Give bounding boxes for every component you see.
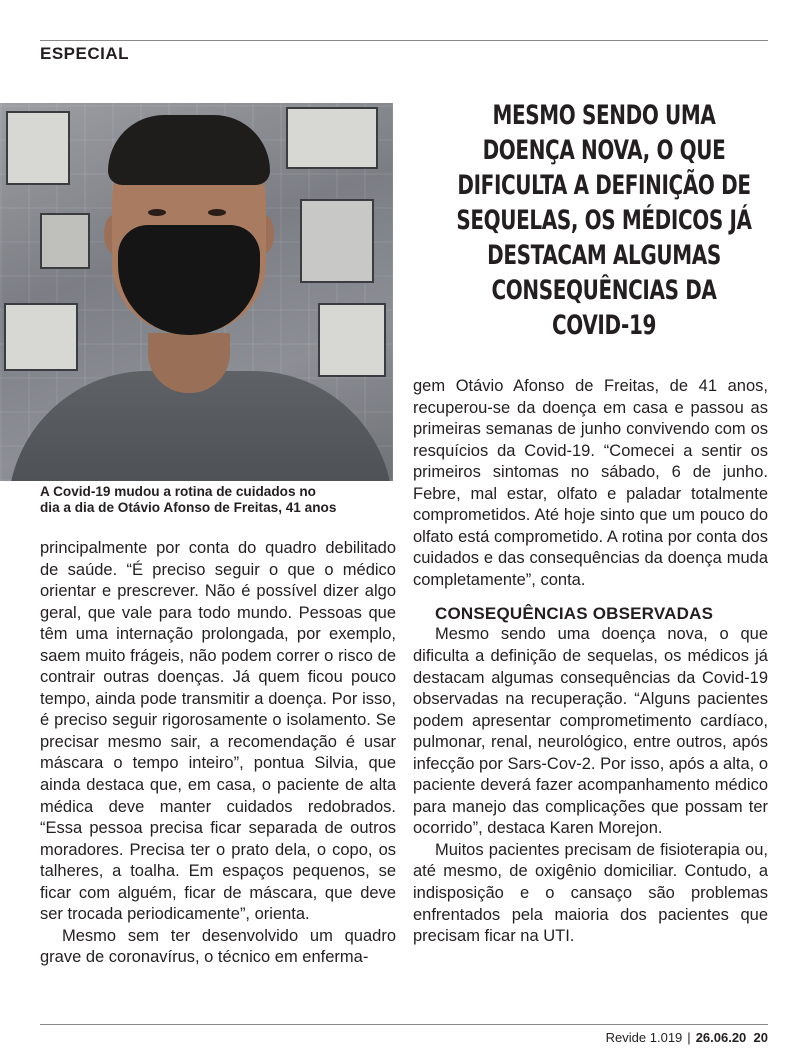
body-paragraph: Mesmo sendo uma doença nova, o que dificulta a definição de sequelas, os médicos já destacam algumas consequências da Covid-19 observadas na recuperação. “Alguns pacientes podem apresentar comprometimento cardíaco, pulmonar, renal, neurológico, entre outros, após infecção por Sars-Cov-2. Por isso, após a alta, o paciente deverá fazer acompanhamento médico para manejo das complicações que possam ter ocorrido”, destaca Karen Morejon. xyxy=(413,625,768,838)
footer-separator: | xyxy=(687,1030,691,1045)
top-rule xyxy=(40,40,768,41)
section-subheading: CONSEQUÊNCIAS OBSERVADAS xyxy=(435,604,714,624)
body-paragraph: gem Otávio Afonso de Freitas, de 41 anos, recuperou-se da doença em casa e passou as primeiras semanas de junho convivendo com os resquícios da Covid-19. “Comecei a sentir os primeiros sintomas no sábado, 6 de junho. Febre, mal estar, olfato e paladar totalmente comprometidos. Até hoje sinto que um pouco do olfato está comprometido. A rotina por conta dos cuidados e das consequências da doença muda completamente”, conta. xyxy=(413,377,768,589)
page-footer xyxy=(606,1030,768,1045)
bottom-rule xyxy=(40,1024,768,1025)
caption-line-1: A Covid-19 mudou a rotina de cuidados no xyxy=(40,484,316,499)
left-column xyxy=(40,538,396,969)
caption-line-2: dia a dia de Otávio Afonso de Freitas, 41 anos xyxy=(40,500,337,515)
portrait-photo xyxy=(0,103,393,481)
photo-caption xyxy=(40,484,380,516)
right-column xyxy=(413,376,768,948)
body-paragraph: principalmente por conta do quadro debilitado de saúde. “É preciso seguir o que o médico orientar e prescrever. Não é possível dizer algo geral, que vale para todo mundo. Pessoas que têm uma internação prolongada, por exemplo, saem muito frágeis, não podem correr o risco de contrair outras doenças. Já quem ficou pouco tempo, ainda pode transmitir a doença. Por isso, é preciso seguir rigorosamente o isolamento. Se precisar mesmo sair, a recomendação é usar máscara o tempo inteiro”, pontua Silvia, que ainda destaca que, em casa, o paciente de alta médica deve manter cuidados redobrados. “Essa pessoa precisa ficar separada de outros moradores. Precisa ter o prato dela, o copo, os talheres, a toalha. Em espaços pequenos, se ficar com alguém, ficar de máscara, que deve ser trocada periodicamente”, orienta. xyxy=(40,539,396,924)
issue-date: 26.06.20 xyxy=(695,1030,747,1045)
pull-quote-headline: MESMO SENDO UMA DOENÇA NOVA, O QUE DIFICULTA A DEFINIÇÃO DE SEQUELAS, OS MÉDICOS JÁ DESTACAM ALGUMAS CONSEQUÊNCIAS DA COVID-19 xyxy=(456,100,752,341)
body-paragraph: Mesmo sem ter desenvolvido um quadro grave de coronavírus, o técnico em enferma- xyxy=(40,926,396,967)
body-paragraph: Muitos pacientes precisam de fisioterapia ou, até mesmo, de oxigênio domiciliar. Contudo, a indisposição e o cansaço são problemas enfrentados pela maioria dos pacientes que precisam ficar na UTI. xyxy=(413,840,768,946)
section-label: ESPECIAL xyxy=(40,44,130,63)
magazine-issue: Revide 1.019 xyxy=(605,1030,683,1045)
page-number: 20 xyxy=(753,1030,768,1045)
